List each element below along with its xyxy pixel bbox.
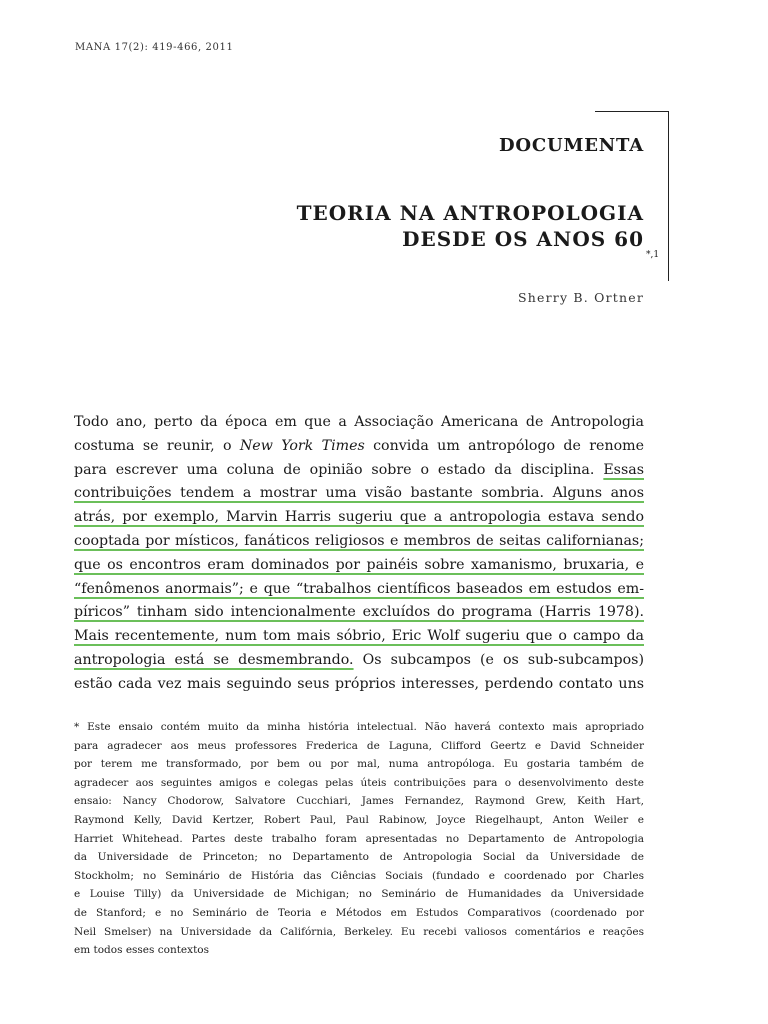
highlighted-text[interactable]: antropologia está se desmembrando. <box>74 651 354 668</box>
body-line <box>74 482 644 506</box>
footnote-line: Neil Smelser) na Universidade da Califórnia, Berkeley. Eu recebi valiosos comentários e reações <box>74 925 644 938</box>
body-line <box>74 506 644 530</box>
highlighted-text[interactable]: Essas <box>603 461 644 478</box>
article-title <box>296 200 660 260</box>
footnote-line: por terem me transformado, por bem ou por mal, numa antropóloga. Eu gostaria também de <box>74 758 644 771</box>
highlighted-text[interactable]: que os encontros eram dominados por painéis sobre xamanismo, bruxaria, e <box>74 556 644 573</box>
body-line <box>74 554 644 578</box>
highlighted-text[interactable]: píricos” tinham sido intencionalmente excluídos do programa (Harris 1978). <box>74 604 644 621</box>
body-line <box>74 530 644 554</box>
author-name: Sherry B. Ortner <box>518 290 644 305</box>
body-line <box>74 601 644 625</box>
footnote-line: agradecer aos seguintes amigos e colegas pelas úteis contribuições para o desenvolvimento deste <box>74 776 644 789</box>
highlighted-text[interactable]: cooptada por místicos, fanáticos religiosos e membros de seitas californianas; <box>74 532 644 549</box>
highlighted-text[interactable]: atrás, por exemplo, Marvin Harris sugeriu que a antropologia estava sendo <box>74 509 644 526</box>
footnote-line: da Universidade de Princeton; no Departamento de Antropologia Social da Universidade de <box>74 851 644 864</box>
footnote-line: ensaio: Nancy Chodorow, Salvatore Cucchiari, James Fernandez, Raymond Grew, Keith Hart, <box>74 795 644 808</box>
footnote <box>74 718 644 960</box>
section-label: DOCUMENTA <box>499 135 644 156</box>
body-line <box>74 578 644 602</box>
footnote-line: * Este ensaio contém muito da minha história intelectual. Não haverá contexto mais apropriado <box>74 721 644 733</box>
highlighted-text[interactable]: contribuições tendem a mostrar uma visão bastante sombria. Alguns anos <box>74 485 644 502</box>
corner-rule-vertical <box>668 111 669 281</box>
highlighted-text[interactable]: “fenômenos anormais”; e que “trabalhos científicos baseados em estudos em- <box>74 580 644 597</box>
publication-name: New York Times <box>239 437 365 454</box>
body-line: antropologia está se desmembrando. Os subcampos (e os sub-subcampos) <box>74 651 644 668</box>
highlighted-text[interactable]: Mais recentemente, num tom mais sóbrio, Eric Wolf sugeriu que o campo da <box>74 628 644 645</box>
body-paragraph <box>74 411 644 697</box>
footnote-line: e Louise Tilly) da Universidade de Michigan; no Seminário de Humanidades da Universidade <box>74 888 644 901</box>
article-title-line-2: DESDE OS ANOS 60 <box>402 227 644 251</box>
corner-rule-horizontal <box>595 111 669 112</box>
title-footnote-mark[interactable]: *,1 <box>646 250 660 260</box>
running-head: MANA 17(2): 419-466, 2011 <box>75 42 234 53</box>
article-title-line-2-wrap <box>402 226 660 260</box>
footnote-line: para agradecer aos meus professores Frederica de Laguna, Clifford Geertz e David Schneider <box>74 739 644 752</box>
footnote-line: de Stanford; e no Seminário de Teoria e Métodos em Estudos Comparativos (coordenado por <box>74 906 644 919</box>
article-title-line-1: TEORIA NA ANTROPOLOGIA <box>296 201 644 225</box>
body-line <box>74 625 644 649</box>
footnote-line: Raymond Kelly, David Kertzer, Robert Paul, Paul Rabinow, Joyce Riegelhaupt, Anton Weiler e <box>74 813 644 826</box>
body-line: Todo ano, perto da época em que a Associação Americana de Antropologia <box>74 414 644 430</box>
body-line: para escrever uma coluna de opinião sobre o estado da disciplina. Essas <box>74 461 644 478</box>
body-line: costuma se reunir, o New York Times convida um antropólogo de renome <box>74 437 644 454</box>
footnote-line: Stockholm; no Seminário de História das Ciências Sociais (fundado e coordenado por Charles <box>74 869 644 882</box>
footnote-line: em todos esses contextos <box>74 944 209 957</box>
body-line: estão cada vez mais seguindo seus próprios interesses, perdendo contato uns <box>74 675 644 692</box>
footnote-line: Harriet Whitehead. Partes deste trabalho foram apresentadas no Departamento de Antropologia <box>74 832 644 845</box>
